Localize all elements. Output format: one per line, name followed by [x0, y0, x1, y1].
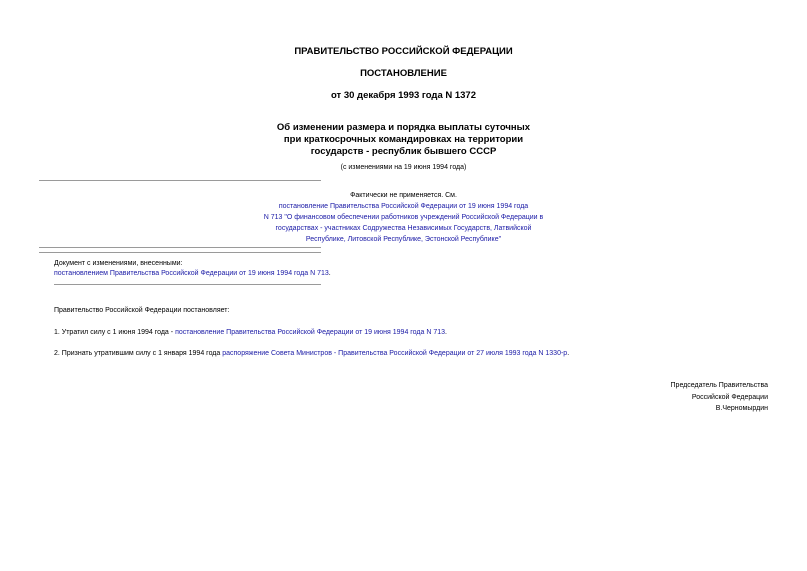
not-applied-link-line-4[interactable]: Республике, Литовской Республике, Эстонской Республике" — [305, 236, 502, 243]
body-item-1 — [54, 329, 447, 336]
changes-suffix: . — [328, 270, 331, 277]
title-line-3: государств - республик бывшего СССР — [310, 146, 497, 157]
body-intro: Правительство Российской Федерации постановляет: — [54, 307, 230, 314]
header-organization: ПРАВИТЕЛЬСТВО РОССИЙСКОЙ ФЕДЕРАЦИИ — [294, 46, 513, 57]
changes-entry — [54, 268, 331, 279]
amendments-note: (с изменениями на 19 июня 1994 года) — [340, 164, 467, 171]
item-2-text: 2. Признать утратившим силу с 1 января 1994 года — [54, 350, 223, 357]
item-2-suffix: . — [567, 350, 570, 357]
divider-bottom — [54, 284, 321, 285]
not-applied-link-line-2[interactable]: N 713 "О финансовом обеспечении работников учреждений Российской Федерации в — [263, 214, 544, 221]
changes-link[interactable]: постановлением Правительства Российской Федерации от 19 июня 1994 года N 713 — [54, 270, 329, 277]
item-1-text: 1. Утратил силу с 1 июня 1994 года - — [54, 329, 176, 336]
not-applied-note — [0, 190, 807, 245]
body-item-2 — [54, 350, 569, 357]
title-line-1: Об изменении размера и порядка выплаты суточных — [276, 122, 531, 133]
item-1-suffix: . — [445, 329, 447, 336]
divider-middle-1 — [39, 247, 321, 248]
signature-line-2: Российской Федерации — [691, 393, 768, 401]
changes-label: Документ с изменениями, внесенными: — [54, 260, 183, 267]
item-1-link[interactable]: постановление Правительства Российской Федерации от 19 июня 1994 года N 713 — [175, 329, 446, 336]
header-doc-type: ПОСТАНОВЛЕНИЕ — [360, 68, 447, 79]
divider-top — [39, 180, 321, 181]
not-applied-link[interactable] — [0, 201, 807, 245]
not-applied-link-line-1[interactable]: постановление Правительства Российской Федерации от 19 июня 1994 года — [278, 203, 529, 210]
not-applied-intro: Фактически не применяется. См. — [350, 192, 457, 199]
not-applied-link-line-3[interactable]: государствах - участниках Содружества Независимых Государств, Латвийской — [275, 225, 532, 232]
item-2-link[interactable]: распоряжение Совета Министров - Правительства Российской Федерации от 27 июля 1993 года N 1330-р — [222, 350, 568, 357]
title-line-2: при краткосрочных командировках на территории — [283, 134, 524, 145]
signature-line-3: В.Черномырдин — [715, 405, 768, 412]
document-title — [0, 122, 807, 158]
header-date-number: от 30 декабря 1993 года N 1372 — [330, 90, 476, 101]
signature-block — [671, 380, 768, 415]
signature-line-1: Председатель Правительства — [670, 382, 768, 389]
divider-middle-2 — [39, 252, 321, 253]
